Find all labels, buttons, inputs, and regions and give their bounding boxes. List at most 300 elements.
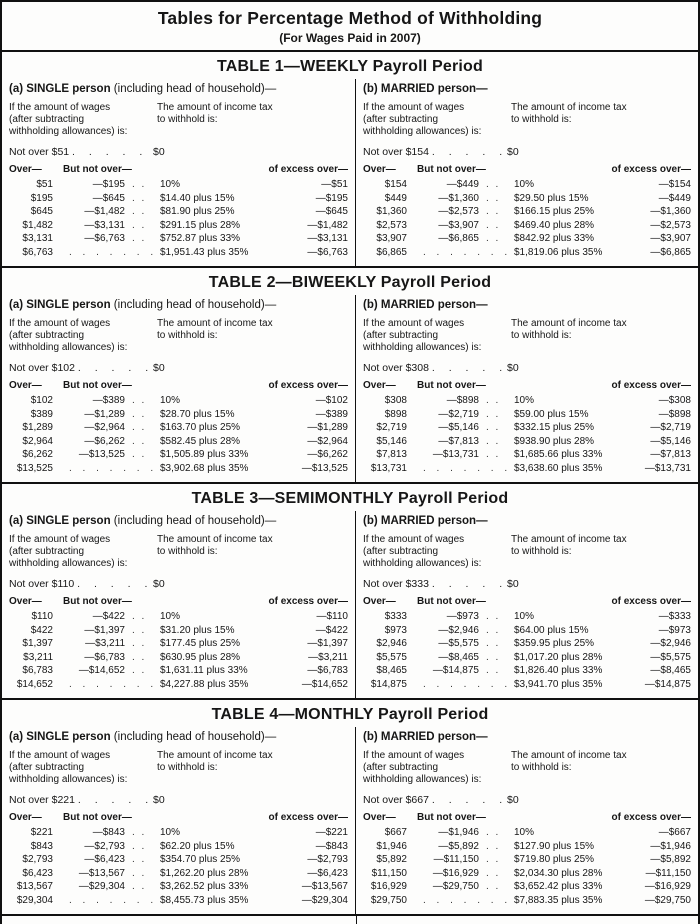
over-value: $11,150	[371, 867, 407, 879]
wage-line: (after subtracting	[362, 114, 439, 125]
dot-leader: . .	[485, 408, 499, 420]
single-heading-bold: (a) SINGLE person	[9, 731, 111, 743]
table-row	[9, 462, 348, 476]
excess-over-value: —$6,763	[307, 246, 348, 258]
married-heading	[363, 731, 691, 743]
rate-rows	[9, 610, 348, 691]
table-row	[9, 826, 348, 840]
excess-over-value: —$16,929	[644, 881, 691, 892]
over-value: $6,262	[22, 449, 53, 460]
over-value: $29,304	[16, 894, 53, 906]
married-heading	[363, 299, 691, 311]
excess-over-value: —$1,482	[307, 219, 348, 231]
dot-leader: . .	[132, 408, 145, 420]
rate-rows	[9, 178, 348, 259]
single-section	[2, 511, 356, 698]
over-value: $14,652	[16, 678, 53, 690]
tax-amount: $166.15 plus 25%	[513, 206, 595, 217]
tax-amount: $1,819.06 plus 35%	[513, 246, 603, 258]
withhold-label	[157, 318, 273, 354]
excess-over-value: —$154	[658, 179, 691, 190]
tax-amount: 10%	[160, 179, 181, 190]
but-not-over-value: —$6,763	[84, 233, 125, 244]
zero-amount: $0	[153, 362, 165, 374]
excess-over-value: —$843	[315, 840, 348, 852]
but-not-over-value: —$11,150	[433, 854, 479, 865]
but-not-over-header: But not over—	[63, 164, 132, 175]
not-over-text: Not over $221 . . . . .	[9, 794, 150, 806]
wage-line: withholding allowances) is:	[362, 342, 482, 353]
but-not-over-value: —$5,575	[438, 638, 479, 649]
tax-amount: $127.90 plus 15%	[513, 840, 595, 852]
tax-amount: $4,227.88 plus 35%	[160, 678, 249, 690]
wage-amount-label	[363, 534, 504, 570]
withhold-label	[157, 750, 273, 786]
table-row	[363, 435, 691, 449]
wage-line: (after subtracting	[9, 114, 85, 125]
zero-amount: $0	[153, 578, 165, 590]
rate-rows	[363, 610, 691, 691]
excess-over-value: —$3,131	[307, 233, 348, 244]
zero-amount: $0	[506, 362, 519, 374]
table-row	[9, 421, 348, 435]
excess-over-value: —$5,892	[650, 854, 691, 865]
wage-line: (after subtracting	[362, 762, 439, 773]
married-heading-bold: (b) MARRIED person—	[362, 731, 488, 743]
table-row	[363, 462, 691, 476]
payroll-table-monthly	[2, 700, 698, 916]
withhold-label	[511, 318, 627, 354]
over-value: $3,131	[22, 233, 53, 244]
column-headers	[9, 812, 348, 823]
withhold-label	[511, 750, 627, 786]
dot-leader: . .	[485, 422, 499, 433]
but-not-over-value: —$389	[92, 395, 125, 406]
table-row	[9, 610, 348, 624]
over-header: Over—	[9, 380, 42, 391]
over-value: $13,525	[16, 462, 53, 474]
over-value: $195	[30, 192, 53, 204]
married-section	[356, 727, 698, 914]
column-headers	[9, 164, 348, 175]
dot-leader: . . . . . . .	[422, 246, 508, 258]
tax-amount: $1,951.43 plus 35%	[160, 246, 249, 258]
over-value: $29,750	[370, 894, 407, 906]
table-title: TABLE 2—BIWEEKLY Payroll Period	[208, 274, 492, 291]
but-not-over-value: —$843	[92, 827, 125, 838]
but-not-over-value: —$195	[92, 179, 125, 190]
wage-line: withholding allowances) is:	[9, 342, 128, 353]
table-halves	[2, 727, 698, 914]
but-not-over-header: But not over—	[416, 596, 486, 607]
excess-over-value: —$195	[315, 192, 348, 204]
single-heading	[9, 731, 348, 743]
tax-amount: $1,017.20 plus 28%	[513, 651, 603, 663]
wage-line: If the amount of wages	[362, 750, 465, 761]
over-value: $51	[36, 179, 53, 190]
tax-amount: $630.95 plus 28%	[160, 651, 241, 663]
but-not-over-value: —$1,397	[84, 624, 125, 636]
excess-over-value: —$2,719	[650, 422, 691, 433]
single-section	[2, 295, 356, 482]
over-value: $898	[384, 408, 407, 420]
payroll-table-weekly	[2, 52, 698, 268]
dot-leader: . .	[132, 179, 145, 190]
table-row	[363, 178, 691, 192]
dot-leader: . . . . . . .	[69, 246, 154, 258]
withhold-label	[511, 534, 627, 570]
excess-over-header: of excess over—	[268, 164, 348, 175]
withhold-line: The amount of income tax	[510, 102, 627, 113]
married-heading-bold: (b) MARRIED person—	[362, 83, 488, 95]
wage-amount-label	[363, 318, 504, 354]
dot-leader: . .	[132, 651, 145, 663]
tax-amount: $1,826.40 plus 33%	[513, 665, 603, 676]
dot-leader: . .	[485, 638, 499, 649]
dot-leader: . .	[132, 827, 145, 838]
withhold-line: to withhold is:	[157, 762, 218, 773]
tax-amount: $14.40 plus 15%	[160, 192, 235, 204]
over-value: $8,465	[376, 665, 407, 676]
dot-leader: . .	[132, 638, 145, 649]
not-over-text: Not over $667 . . . . .	[362, 794, 504, 806]
withhold-line: The amount of income tax	[157, 534, 273, 545]
excess-over-value: —$898	[658, 408, 691, 420]
but-not-over-value: —$3,907	[438, 219, 479, 231]
wage-amount-label	[9, 750, 150, 786]
excess-over-value: —$13,567	[301, 881, 348, 892]
dot-leader: . .	[485, 206, 499, 217]
not-over-line	[363, 794, 691, 806]
over-value: $3,907	[376, 233, 407, 244]
table-row	[9, 651, 348, 665]
condition-labels	[9, 318, 348, 354]
over-value: $667	[384, 827, 407, 838]
over-header: Over—	[362, 596, 396, 607]
dot-leader: . . . . .	[431, 362, 504, 374]
not-over-line	[363, 146, 691, 158]
tax-amount: $469.40 plus 28%	[513, 219, 595, 231]
over-value: $2,719	[376, 422, 407, 433]
over-value: $1,397	[22, 638, 53, 649]
married-heading	[363, 83, 691, 95]
tax-amount: $842.92 plus 33%	[513, 233, 595, 244]
condition-labels	[9, 102, 348, 138]
wage-line: If the amount of wages	[362, 318, 465, 329]
dot-leader: . .	[132, 192, 145, 204]
table-row	[363, 867, 691, 881]
withhold-line: to withhold is:	[157, 546, 218, 557]
dot-leader: . .	[132, 840, 145, 852]
over-value: $333	[384, 611, 407, 622]
but-not-over-value: —$2,946	[438, 624, 479, 636]
column-headers	[9, 596, 348, 607]
excess-over-value: —$3,907	[650, 233, 691, 244]
rate-rows	[363, 394, 691, 475]
over-header: Over—	[9, 596, 42, 607]
withhold-line: The amount of income tax	[157, 318, 273, 329]
single-heading-rest: (including head of household)—	[110, 83, 277, 95]
tax-amount: $29.50 plus 15%	[513, 192, 589, 204]
table-row	[9, 664, 348, 678]
married-heading	[363, 515, 691, 527]
dot-leader: . . . . .	[77, 578, 149, 590]
tax-amount: $3,652.42 plus 33%	[513, 881, 603, 892]
over-value: $6,763	[22, 246, 53, 258]
column-headers	[363, 164, 691, 175]
wage-line: withholding allowances) is:	[9, 774, 128, 785]
married-section	[356, 511, 698, 698]
over-header: Over—	[362, 164, 396, 175]
dot-leader: . .	[132, 206, 145, 217]
over-value: $2,964	[22, 435, 53, 447]
excess-over-value: —$2,946	[650, 638, 691, 649]
dot-leader: . .	[485, 651, 499, 663]
excess-over-value: —$973	[658, 624, 691, 636]
excess-over-value: —$6,423	[307, 867, 348, 879]
over-value: $6,865	[376, 246, 407, 258]
over-value: $110	[31, 611, 53, 622]
table-row	[9, 448, 348, 462]
but-not-over-value: —$449	[446, 179, 479, 190]
dot-leader: . . . . . . .	[422, 462, 508, 474]
excess-over-value: —$1,397	[307, 638, 348, 649]
excess-over-value: —$102	[315, 395, 348, 406]
over-value: $2,573	[376, 219, 407, 231]
excess-over-value: —$14,652	[301, 678, 348, 690]
single-heading	[9, 299, 348, 311]
over-value: $422	[30, 624, 53, 636]
wage-amount-label	[363, 102, 504, 138]
over-value: $154	[384, 179, 407, 190]
table-row	[363, 637, 691, 651]
but-not-over-value: —$3,211	[85, 638, 125, 649]
dot-leader: . .	[132, 219, 145, 231]
table-row	[9, 880, 348, 894]
excess-over-header: of excess over—	[268, 380, 348, 391]
tax-amount: $332.15 plus 25%	[513, 422, 595, 433]
document-title: Tables for Percentage Method of Withholding	[157, 8, 543, 28]
tax-amount: 10%	[160, 611, 181, 622]
wage-amount-label	[9, 534, 150, 570]
over-value: $843	[30, 840, 53, 852]
but-not-over-value: —$6,865	[438, 233, 479, 244]
tax-amount: $1,685.66 plus 33%	[513, 449, 603, 460]
dot-leader: . .	[485, 881, 499, 892]
rate-rows	[363, 826, 691, 907]
table-row	[363, 421, 691, 435]
single-heading-rest: (including head of household)—	[110, 299, 277, 311]
tax-amount: $3,902.68 plus 35%	[160, 462, 249, 474]
table-row	[9, 678, 348, 692]
but-not-over-value: —$1,482	[84, 206, 125, 217]
not-over-line	[363, 578, 691, 590]
table-row	[9, 394, 348, 408]
wage-amount-label	[9, 318, 150, 354]
not-over-line	[9, 146, 348, 158]
excess-over-value: —$29,304	[301, 894, 348, 906]
excess-over-header: of excess over—	[611, 164, 691, 175]
over-value: $102	[30, 395, 53, 406]
tax-amount: $81.90 plus 25%	[160, 206, 235, 217]
withhold-line: to withhold is:	[510, 546, 572, 557]
dot-leader: . . . . .	[72, 146, 144, 158]
married-section	[356, 295, 698, 482]
but-not-over-value: —$2,964	[84, 422, 125, 433]
withhold-line: to withhold is:	[157, 114, 218, 125]
tax-amount: $291.15 plus 28%	[160, 219, 241, 231]
dot-leader: . .	[485, 611, 499, 622]
dot-leader: . .	[485, 840, 499, 852]
tax-amount: $163.70 plus 25%	[160, 422, 241, 433]
over-value: $7,813	[376, 449, 407, 460]
but-not-over-value: —$13,525	[78, 449, 125, 460]
tax-amount: $938.90 plus 28%	[513, 435, 595, 447]
dot-leader: . .	[132, 881, 145, 892]
table-row	[363, 205, 691, 219]
tax-amount: $64.00 plus 15%	[513, 624, 589, 636]
tax-amount: $3,638.60 plus 35%	[513, 462, 603, 474]
payroll-table-biweekly	[2, 268, 698, 484]
withhold-line: to withhold is:	[510, 330, 572, 341]
over-value: $5,575	[376, 651, 407, 663]
single-heading-bold: (a) SINGLE person	[9, 515, 111, 527]
dot-leader: . .	[485, 219, 499, 231]
dot-leader: . .	[485, 179, 499, 190]
table-row	[9, 408, 348, 422]
wage-line: If the amount of wages	[9, 102, 111, 113]
over-value: $389	[30, 408, 53, 420]
but-not-over-header: But not over—	[416, 164, 486, 175]
column-headers	[363, 380, 691, 391]
dot-leader: . .	[485, 867, 499, 879]
but-not-over-value: —$7,813	[438, 435, 479, 447]
not-over-text: Not over $51 . . . . .	[9, 146, 144, 158]
table-row	[363, 651, 691, 665]
table-row	[9, 637, 348, 651]
dot-leader: . .	[485, 854, 499, 865]
wage-line: withholding allowances) is:	[362, 774, 482, 785]
zero-amount: $0	[506, 578, 519, 590]
excess-over-header: of excess over—	[611, 380, 691, 391]
excess-over-value: —$7,813	[650, 449, 691, 460]
excess-over-value: —$6,865	[650, 246, 691, 258]
dot-leader: . .	[132, 422, 145, 433]
excess-over-value: —$1,289	[307, 422, 348, 433]
table-title: TABLE 3—SEMIMONTHLY Payroll Period	[191, 490, 509, 507]
withhold-line: to withhold is:	[510, 114, 572, 125]
condition-labels	[9, 750, 348, 786]
wage-line: withholding allowances) is:	[9, 126, 128, 137]
not-over-text: Not over $333 . . . . .	[362, 578, 504, 590]
excess-over-value: —$2,793	[307, 854, 348, 865]
but-not-over-value: —$1,946	[438, 827, 479, 838]
column-headers	[363, 596, 691, 607]
over-header: Over—	[9, 164, 42, 175]
center-divider-continuation	[356, 916, 357, 924]
zero-amount: $0	[506, 794, 519, 806]
but-not-over-header: But not over—	[63, 596, 132, 607]
not-over-line	[9, 578, 348, 590]
but-not-over-header: But not over—	[63, 812, 132, 823]
over-value: $5,892	[376, 854, 407, 865]
not-over-line	[9, 794, 348, 806]
table-row	[363, 880, 691, 894]
table-row	[363, 232, 691, 246]
but-not-over-value: —$6,783	[84, 651, 125, 663]
tax-amount: $28.70 plus 15%	[160, 408, 235, 420]
dot-leader: . .	[132, 435, 145, 447]
condition-labels	[363, 102, 691, 138]
single-heading	[9, 83, 348, 95]
column-headers	[9, 380, 348, 391]
condition-labels	[363, 750, 691, 786]
document-header	[2, 2, 698, 52]
over-value: $1,946	[376, 840, 407, 852]
excess-over-value: —$6,262	[307, 449, 348, 460]
excess-over-header: of excess over—	[268, 812, 348, 823]
table-row	[9, 840, 348, 854]
table-row	[363, 610, 691, 624]
tax-amount: $2,034.30 plus 28%	[513, 867, 603, 879]
table-row	[9, 205, 348, 219]
tax-amount: $31.20 plus 15%	[160, 624, 235, 636]
single-section	[2, 727, 356, 914]
tax-amount: $3,941.70 plus 35%	[513, 678, 603, 690]
not-over-line	[363, 362, 691, 374]
but-not-over-value: —$29,750	[432, 881, 479, 892]
dot-leader: . . . . . . .	[69, 894, 154, 906]
excess-over-value: —$333	[658, 611, 691, 622]
table-row	[9, 853, 348, 867]
tax-amount: $8,455.73 plus 35%	[160, 894, 249, 906]
payroll-table-semimonthly	[2, 484, 698, 700]
excess-over-value: —$13,525	[301, 462, 348, 474]
table-row	[363, 219, 691, 233]
column-headers	[363, 812, 691, 823]
excess-over-value: —$389	[315, 408, 348, 420]
excess-over-value: —$2,964	[307, 435, 348, 447]
wage-line: If the amount of wages	[9, 750, 111, 761]
but-not-over-value: —$898	[446, 395, 479, 406]
tax-amount: 10%	[513, 179, 534, 190]
tax-amount: 10%	[160, 827, 181, 838]
excess-over-value: —$29,750	[644, 894, 691, 906]
excess-over-value: —$1,360	[650, 206, 691, 217]
over-value: $13,567	[16, 881, 53, 892]
table-row	[9, 219, 348, 233]
married-heading-bold: (b) MARRIED person—	[362, 515, 488, 527]
dot-leader: . . . . .	[77, 362, 150, 374]
wage-line: (after subtracting	[362, 330, 439, 341]
but-not-over-value: —$1,360	[438, 192, 479, 204]
table-row	[363, 894, 691, 908]
rate-rows	[9, 394, 348, 475]
over-value: $16,929	[370, 881, 407, 892]
wage-amount-label	[9, 102, 150, 138]
excess-over-value: —$422	[315, 624, 348, 636]
but-not-over-value: —$13,731	[432, 449, 479, 460]
but-not-over-value: —$973	[446, 611, 479, 622]
dot-leader: . . . . .	[431, 794, 504, 806]
wage-line: (after subtracting	[9, 330, 85, 341]
table-title: TABLE 1—WEEKLY Payroll Period	[216, 58, 483, 75]
table-row	[9, 624, 348, 638]
page-bottom-gap	[2, 916, 698, 924]
table-row	[9, 232, 348, 246]
but-not-over-value: —$8,465	[438, 651, 479, 663]
excess-over-value: —$449	[658, 192, 691, 204]
